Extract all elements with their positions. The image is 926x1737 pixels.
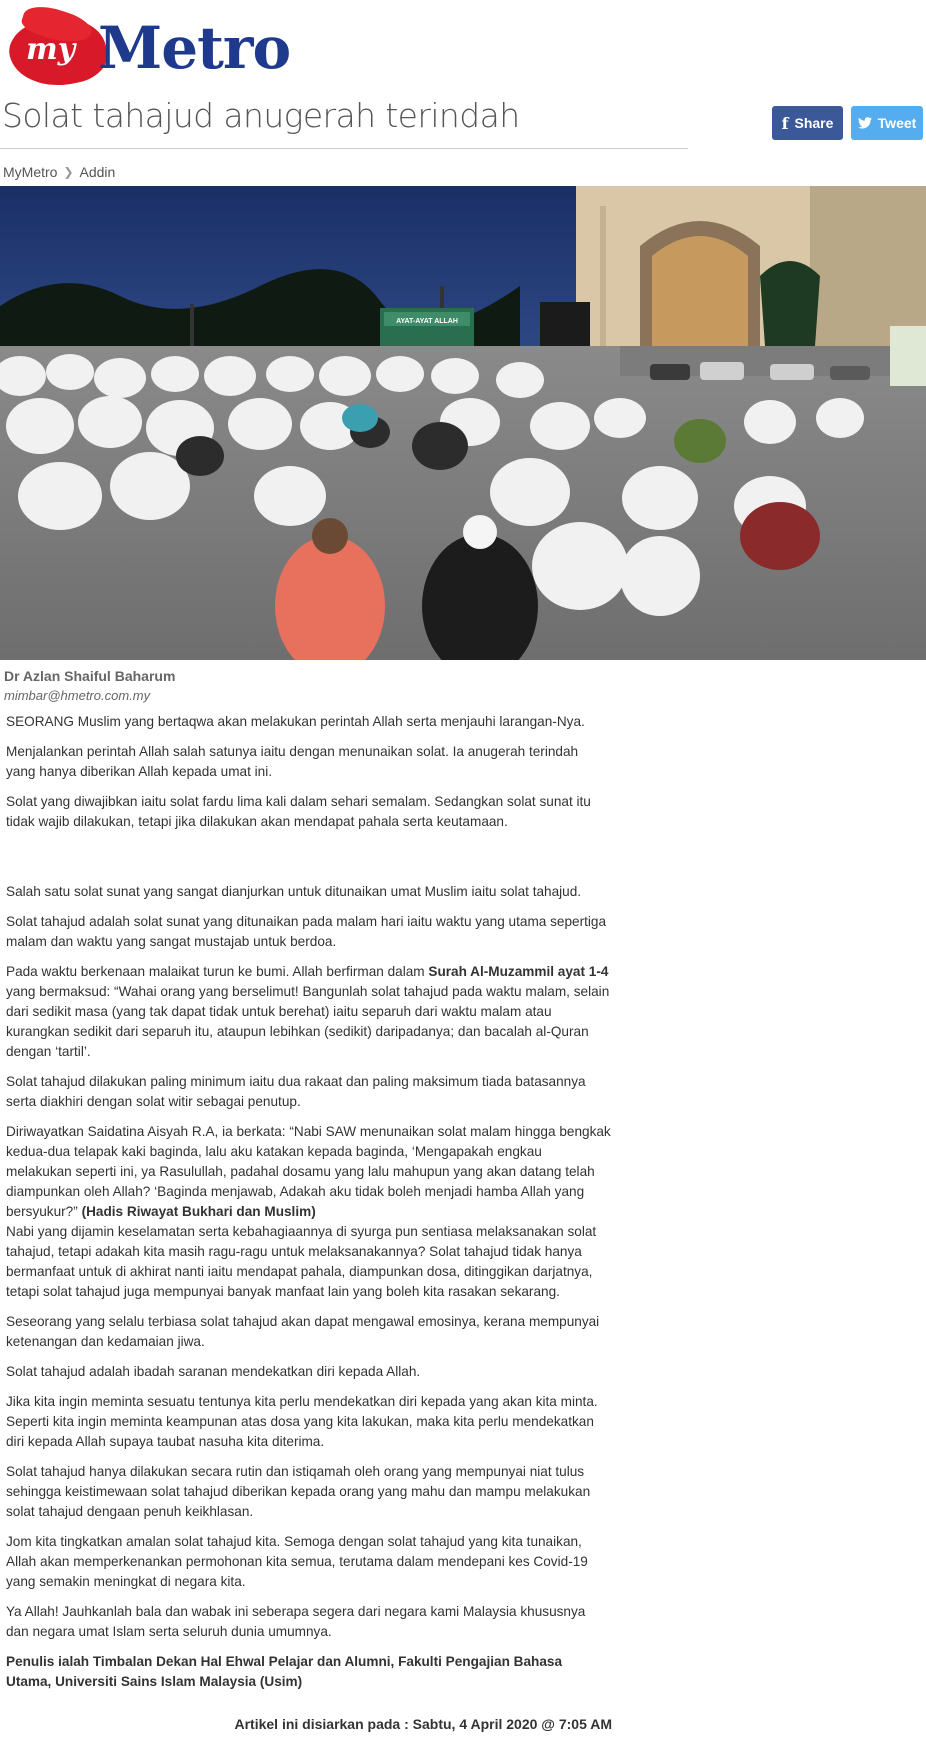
- hero-image: [0, 186, 926, 660]
- twitter-icon: [858, 117, 872, 129]
- paragraph: Solat yang diwajibkan iaitu solat fardu lima kali dalam sehari semalam. Sedangkan solat sunat itu tidak wajib dilakukan, tetapi jika dilakukan akan mendapat pahala serta keutamaan.: [6, 794, 591, 829]
- paragraph: Salah satu solat sunat yang sangat dianjurkan untuk ditunaikan umat Muslim iaitu solat tahajud.: [6, 884, 582, 899]
- paragraph: [6, 962, 611, 1062]
- paragraph-lead: Pada waktu berkenaan malaikat turun ke bumi. Allah berfirman dalam: [6, 964, 429, 979]
- hadith-reference: (Hadis Riwayat Bukhari dan Muslim): [81, 1204, 316, 1219]
- hero-banner-text: AYAT-AYAT ALLAH: [396, 318, 458, 325]
- paragraph: Seseorang yang selalu terbiasa solat tahajud akan dapat mengawal emosinya, kerana mempunyai ketenangan dan kedamaian jiwa.: [6, 1314, 600, 1349]
- paragraph: Solat tahajud adalah solat sunat yang ditunaikan pada malam hari iaitu waktu yang utama sepertiga malam dan waktu yang sangat mustajab untuk berdoa.: [6, 914, 607, 949]
- paragraph-tail: Nabi yang dijamin keselamatan serta kebahagiaannya di syurga pun sentiasa melaksanakan solat tahajud, tetapi adakah kita masih ragu-ragu untuk melaksanakannya? Solat tahajud tidak hanya bermanfaat untuk di akhirat nanti iaitu mendapat pahala, diampunkan dosa, ditinggikan darjatnya, tetapi solat tahajud juga mempunyai banyak manfaat lain yang boleh kita rasakan sekarang.: [6, 1224, 597, 1299]
- paragraph: Ya Allah! Jauhkanlah bala dan wabak ini seberapa segera dari negara kami Malaysia khususnya dan negara umat Islam serta seluruh dunia umumnya.: [6, 1604, 586, 1639]
- title-divider: [0, 148, 688, 149]
- writer-note-text: Penulis ialah Timbalan Dekan Hal Ehwal Pelajar dan Alumni, Fakulti Pengajian Bahasa Utama, Universiti Sains Islam Malaysia (Usim): [6, 1654, 563, 1689]
- paragraph: Solat tahajud hanya dilakukan secara rutin dan istiqamah oleh orang yang mempunyai niat tulus sehingga keistimewaan solat tahajud diberikan kepada orang yang mahu dan mampu melakukan solat tahajud dengaan penuh keikhlasan.: [6, 1464, 591, 1519]
- site-logo[interactable]: [6, 8, 306, 92]
- breadcrumb-home[interactable]: MyMetro: [3, 164, 58, 180]
- share-button[interactable]: [772, 106, 843, 140]
- paragraph: Jom kita tingkatkan amalan solat tahajud kita. Semoga dengan solat tahajud yang kita tunaikan, Allah akan memperkenankan permohonan kita semua, terutama dalam mendepani kes Covid-19 yang semakin meningkat di negara kita.: [6, 1534, 588, 1589]
- paragraph-lead: Diriwayatkan Saidatina Aisyah R.A, ia berkata: “Nabi SAW menunaikan solat malam hingga bengkak kedua-dua telapak kaki baginda, lalu aku katakan kepada baginda, ‘Mengapakah engkau melakukan seperti ini, ya Rasulullah, padahal dosamu yang lalu mahupun yang akan datang telah diampunkan oleh Allah? ‘Baginda menjawab, Adakah aku tidak boleh menjadi hamba Allah yang bersyukur?”: [6, 1124, 611, 1219]
- published-date: Artikel ini disiarkan pada : Sabtu, 4 April 2020 @ 7:05 AM: [234, 1716, 612, 1732]
- page-title: Solat tahajud anugerah terindah: [2, 96, 520, 135]
- share-label: Share: [794, 115, 834, 131]
- paragraph: [6, 1122, 611, 1302]
- paragraph-rest: yang bermaksud: “Wahai orang yang berselimut! Bangunlah solat tahajud pada waktu malam, selain dari sedikit masa (yang tak dapat tidak untuk berehat) iaitu separuh dari waktu malam atau kurangkan sedikit dari separuh itu, ataupun lebihkan (sedikit) daripadanya; dan bacalah al-Quran dengan ‘tartil’.: [6, 984, 610, 1059]
- writer-note: [6, 1652, 611, 1692]
- tweet-button[interactable]: [851, 106, 923, 140]
- paragraph: Solat tahajud adalah ibadah saranan mendekatkan diri kepada Allah.: [6, 1364, 421, 1379]
- breadcrumb: [3, 164, 115, 180]
- hero-photo: [0, 186, 926, 660]
- paragraph: SEORANG Muslim yang bertaqwa akan melakukan perintah Allah serta menjauhi larangan-Nya.: [6, 714, 585, 729]
- author-email[interactable]: mimbar@hmetro.com.my: [4, 688, 151, 703]
- logo-metro-text: Metro: [98, 14, 291, 82]
- chevron-right-icon: ❯: [63, 165, 74, 179]
- paragraph-spacer: [6, 842, 611, 882]
- tweet-label: Tweet: [877, 115, 917, 131]
- paragraph: Menjalankan perintah Allah salah satunya iaitu dengan menunaikan solat. Ia anugerah terindah yang hanya diberikan Allah kepada umat ini.: [6, 744, 579, 779]
- article-body: [6, 712, 611, 1702]
- paragraph: Jika kita ingin meminta sesuatu tentunya kita perlu mendekatkan diri kepada yang akan kita minta. Seperti kita ingin meminta keampunan atas dosa yang kita lakukan, maka kita perlu mendekatkan diri kepada Allah supaya taubat nasuha kita diterima.: [6, 1394, 598, 1449]
- quran-reference: Surah Al-Muzammil ayat 1-4: [428, 964, 609, 979]
- logo-my-text: my: [26, 32, 76, 67]
- breadcrumb-section[interactable]: Addin: [79, 164, 116, 180]
- author-name: Dr Azlan Shaiful Baharum: [4, 668, 176, 684]
- facebook-icon: f: [781, 113, 789, 133]
- paragraph: Solat tahajud dilakukan paling minimum iaitu dua rakaat dan paling maksimum tiada batasannya serta diakhiri dengan solat witir sebagai penutup.: [6, 1074, 586, 1109]
